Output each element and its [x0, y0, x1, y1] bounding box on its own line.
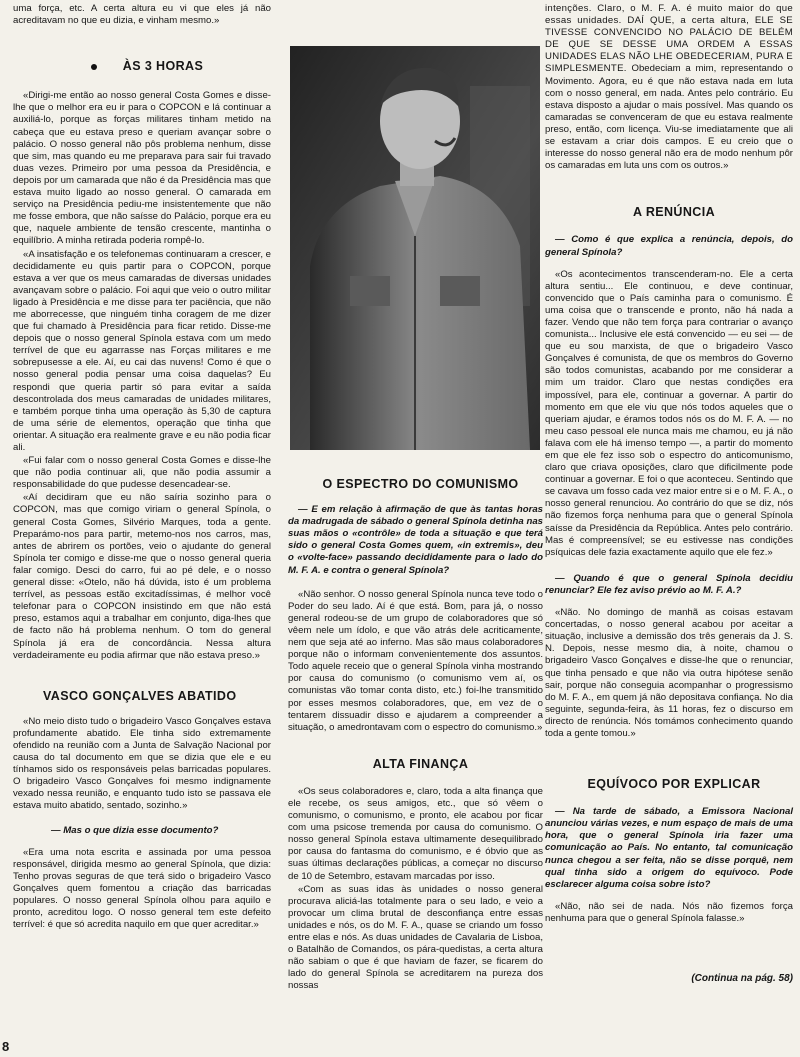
heading-as-3-horas: ÀS 3 HORAS	[13, 60, 271, 72]
column-left	[13, 0, 271, 931]
paragraph: «Não, não sei de nada. Nós não fizemos força nenhuma para que o general Spínola falasse.»	[545, 900, 793, 924]
emphasized-caps-text: intenções. Claro, o M. F. A. é muito maior do que essas unidades. DAÍ QUE, a certa altura, ELE SE TIVESSE CONVENCIDO NO PALÁCIO DE BELÉM DE QUE SE DESSE UMA ORDEM A ESSAS UNIDADES ELAS NÃO LHE OBEDECERIAM, PURA E SIMPLESMENTE.	[545, 3, 793, 75]
intro-paragraph: uma força, etc. A certa altura eu vi que eles já não acreditavam no que eu dizia, e vinham mesmo.»	[13, 3, 271, 27]
paragraph: «Os acontecimentos transcenderam-no. Ele a certa altura sentiu... Ele continuou, e deve continuar, convencido que o País caminha para o comunismo. É uma coisa que o transcende e pronto, não há nada a fazer. Vendo que não tem força para contrariar o avanço comunista... Inclusive ele está convencido — eu sei — de que eu sou marxista, de que o brigadeiro Vasco Gonçalves é comunista, de que os membros do Governo são todos comunistas, acabando por me considerar a mim um traidor. Claro que nestas condições era impossível, para ele, continuar a governar. A partir do momento em que ele viu que nós todos aqueles que o queriam ajudar, e éramos todos nós os do M. F. A. — no meu caso pessoal ele nunca mais me chamou, eu já não falava com ele há imenso tempo —, a partir do momento em que ele fez isso sob o espectro do anticomunismo, claro que criava oposições, claro que dificilmente pode continuar a governar. E foi o que aconteceu. Sentindo que se cavava um fosso cada vez maior entre si e o M. F. A., o nosso general renunciou. Ao contrário do que se diz, nós não fizemos força nenhuma para que o general Spínola saísse da Presidência da República. Antes pelo contrário. Mas é compreensível; se eu estivesse nas condições psíquicas dele fazia exactamente aquilo que ele fez.»	[545, 268, 793, 558]
interview-question: — Como é que explica a renúncia, depois, do general Spínola?	[545, 234, 793, 258]
paragraph: «Os seus colaboradores e, claro, toda a alta finança que ele recebe, os seus amigos, etc., que só vêem o comunismo, o comunismo, e pronto, ele acabou por ficar com uma psicose tremenda por causa do comunismo. O nosso general Spínola estava ultimamente desequilibrado por causa do fantasma do comunismo, e é óbvio que as suas últimas declarações públicas, a começar no discurso de 10 de Setembro, estavam marcadas por isso.	[288, 785, 543, 882]
paragraph: «Não. No domingo de manhã as coisas estavam concertadas, o nosso general acabou por aceitar a situação, inclusive a demissão dos três generais da J. S. N. Depois, nesse mesmo dia, à noite, chamou o brigadeiro Vasco Gonçalves e disse-lhe que o renunciar, que tinha pensado e que não via outra hipótese senão sair, porque não conseguia acompanhar o progressismo do M. F. A., em quem já não depositava confiança. No dia seguinte, segunda-feira, às 11 horas, fez o discurso em directo de renúncia. Nós tomámos conhecimento quando toda a gente tomou.»	[545, 607, 793, 739]
page-number: 8	[2, 1039, 10, 1054]
heading-equivoco: EQUÍVOCO POR EXPLICAR	[587, 777, 761, 792]
heading-renuncia: A RENÚNCIA	[632, 205, 715, 220]
interview-question: — E em relação à afirmação de que às tantas horas da madrugada de sábado o general Spínola detinha nas suas mãos o «contrôle» de toda a situação e que terá sido o general Costa Gomes quem, «in extremis», deu o «volte-face» passando decididamente para o lado do M. F. A. e contra o general Spínola?	[288, 504, 543, 576]
paragraph: intenções. Claro, o M. F. A. é muito maior do que essas unidades. DAÍ QUE, a certa altura, ELE SE TIVESSE CONVENCIDO NO PALÁCIO DE BELÉM DE QUE SE DESSE UMA ORDEM A ESSAS UNIDADES ELAS NÃO LHE OBEDECERIAM, PURA E SIMPLESMENTE. Obedeciam a mim, representando o Movimento. Agora, eu é que não estava nada em luta com o nosso general, em nada. Antes pelo contrário. Eu estava disposto a ajudar o mais possível. Mas quando os camaradas se convenceram de que eu estava realmente preso, então, com licença. Viu-se imediatamente que ali se estavam a criar dois campos. E eu creio que o interesse do nosso general não era de modo nenhum pôr os camaradas em luta uns com os outros.»	[545, 3, 793, 172]
column-right	[545, 0, 793, 985]
column-middle	[288, 478, 543, 992]
interview-question: — Quando é que o general Spínola decidiu renunciar? Ele fez aviso prévio ao M. F. A.?	[545, 572, 793, 596]
paragraph: «No meio disto tudo o brigadeiro Vasco Gonçalves estava profundamente abatido. Ele tinha sido extremamente ofendido na reunião com a Junta de Salvação Nacional por causa do tal documento em que se dizia que ele e eu tínhamos sido os responsáveis pelas barricadas populares. O brigadeiro Vasco Gonçalves foi mesmo indignamente vexado nessa reunião, e enquanto tudo isto se passava ele estava muito abatido, sentado, sozinho.»	[13, 715, 271, 812]
continued-on-page-link[interactable]: (Continua na pág. 58)	[691, 973, 793, 984]
portrait-photo	[290, 46, 540, 450]
interview-question: — Na tarde de sábado, a Emissora Nacional anunciou várias vezes, e num espaço de mais de uma hora, que o general Spínola iria fazer uma comunicação ao País. No entanto, tal comunicação nunca chegou a ser feita, não se disse porquê, nem qual tinha sido a origem do equívoco. Pode esclarecer alguma coisa sobre isto?	[545, 806, 793, 890]
paragraph: «Fui falar com o nosso general Costa Gomes e disse-lhe que não podia continuar ali, que não podia assumir a responsabilidade do que pudesse desencadear-se.	[13, 455, 271, 491]
paragraph: «Era uma nota escrita e assinada por uma pessoa responsável, dirigida mesmo ao general Spínola, que dizia: Tenho provas seguras de que terá sido o brigadeiro Vasco Gonçalves quem fomentou a criação das barricadas populares. O nosso general Spínola olhou para aquilo e pronto, acreditou logo. O nosso general tem este defeito terrível: é que só acredita naquilo em que quer acreditar.»	[13, 846, 271, 931]
heading-alta-financa: ALTA FINANÇA	[372, 756, 469, 771]
heading-vasco-goncalves: VASCO GONÇALVES ABATIDO	[43, 688, 237, 703]
paragraph: «Não senhor. O nosso general Spínola nunca teve todo o Poder do seu lado. Aí é que está. Bom, para já, o nosso general rodeou-se de um grupo de colaboradores que só vêem nele um ídolo, e que vão atrás dele acriticamente, nem que seja até ao inferno. Mas são maus colaboradores porque não o informam convenientemente dos assuntos. Todo aquele receio que o general Spínola vinha mostrando por causa do comunismo (o comunismo vem aí, os comunistas vão tomar conta disto, etc.) foi-lhe transmitido por esses mesmos colaboradores, que, em vez de o tentarem dissuadir disso e ajudarem a compreender a situação, o amedrontavam com o espectro do comunismo.»	[288, 588, 543, 733]
paragraph: «A insatisfação e os telefonemas continuaram a crescer, e decididamente eu quis partir para o COPCON, porque estava a ver que os meus camaradas de diversas unidades avançavam sobre o palácio. Foi aqui que veio o outro militar ligado à Presidência e me disse para ter paciência, que não me aborrecesse, que ninguém tinha coragem de me dizer que fui chamado à Presidência para ficar retido. Disse-me depois que o nosso general Spínola estava com um medo terrível de que eu agarrasse nas Forças militares e me sobrepusesse a ele. Aí, eu cai das nuvens! Como é que o nosso general podia pensar uma coisa daquelas? Eu respondi que queria partir só para evitar a saída descontrolada dos meus camaradas de unidades militares, e também porque tinha uma operação às 5,30 de captura de uma série de elementos, operação que tinha que orientar. A situação era realmente grave e eu não podia ficar ali.	[13, 248, 271, 453]
bullet-icon	[91, 64, 97, 70]
paragraph: «Com as suas idas às unidades o nosso general procurava aliciá-las totalmente para o seu lado, e veio a provocar um clima brutal de desconfiança entre essas unidades e nós, os do M. F. A., quase se criando um fosso entre elas e nós. As duas unidades de Cavalaria de Lisboa, o Batalhão de Comandos, os pára-quedistas, a certa altura não sabiam o que é que haviam de fazer, se ficarem do lado do general Spínola se acreditarem na pureza dos nossas	[288, 883, 543, 992]
portrait-photo-icon	[290, 46, 540, 450]
paragraph: «Dirigi-me então ao nosso general Costa Gomes e disse-lhe que o melhor era eu ir para o COPCON e lá continuar a auxiliá-lo, porque as forças militares tinham metido na cabeça que eu estava preso e queriam avançar sobre o palácio. O nosso general não pôs problema nenhum, disse que sim, mas quando eu me preparava para sair fui travado duas vezes. Primeiro por uma pessoa da Presidência, e depois por um camarada que não é da Presidência mas que estava muito ligado ao nosso general. O camarada em serviço na Presidência pediu-me insistentemente que não me fosse embora, que não saísse do Palácio, porque era eu que, naquele ambiente de tensão crescente, mantinha o equilíbrio. A minha retirada poderia rompê-lo.	[13, 90, 271, 247]
paragraph: «Aí decidiram que eu não saíria sozinho para o COPCON, mas que comigo viriam o general Spínola, o general Costa Gomes, Silvério Marques, toda a gente. Preparámo-nos para partir, metemo-nos nos carros, mas, antes de abrirem os portões, veio o ajudante do general Spínola ter comigo e disse-me que o nosso general queria falar comigo. Desci do carro, fui ao pé dele, e o nosso general disse: «Otelo, não há dúvida, isto é um problema terrível, as pessoas estão excitadíssimas, é melhor você telefonar para o COPCON insistindo em que não está preso, estamos aqui a trabalhar em conjunto, diga-lhes que de facto não há problema nenhum. O tom do general Spínola já era de concordância. Nessa altura verdadeiramente eu podia afirmar que não estava preso.»	[13, 492, 271, 661]
heading-espectro-comunismo: O ESPECTRO DO COMUNISMO	[322, 477, 519, 491]
interview-question: — Mas o que dizia esse documento?	[51, 824, 219, 836]
